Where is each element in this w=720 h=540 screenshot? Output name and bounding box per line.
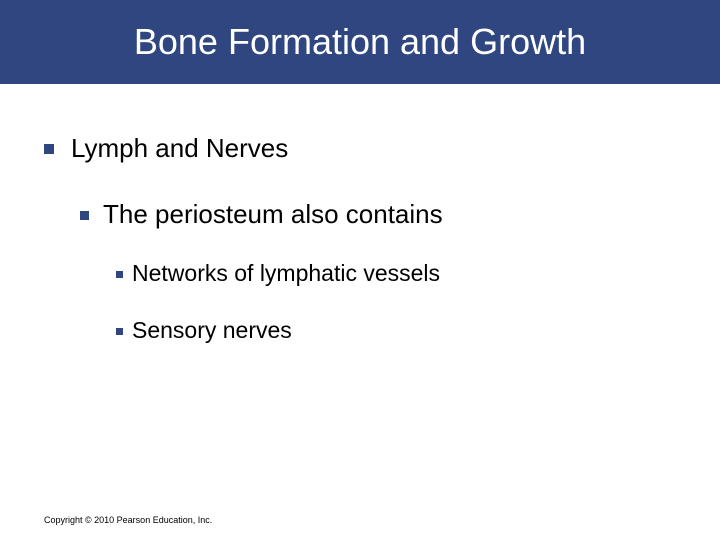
copyright-footer: Copyright © 2010 Pearson Education, Inc.: [44, 515, 213, 525]
title-bar: [0, 0, 720, 84]
square-bullet-icon: [80, 211, 89, 220]
square-bullet-icon: [116, 328, 123, 335]
bullet-level-2-text: The periosteum also contains: [103, 199, 443, 229]
bullet-level-1: [44, 128, 288, 168]
bullet-level-1-text: Lymph and Nerves: [71, 133, 289, 163]
slide-title: Bone Formation and Growth: [133, 21, 587, 62]
bullet-level-3-item: [116, 256, 440, 290]
bullet-level-2: [80, 194, 443, 234]
square-bullet-icon: [116, 271, 123, 278]
bullet-level-3-text: Networks of lymphatic vessels: [132, 260, 441, 286]
square-bullet-icon: [44, 144, 54, 154]
bullet-level-3-item: [116, 313, 292, 347]
bullet-level-3-text: Sensory nerves: [132, 317, 292, 343]
